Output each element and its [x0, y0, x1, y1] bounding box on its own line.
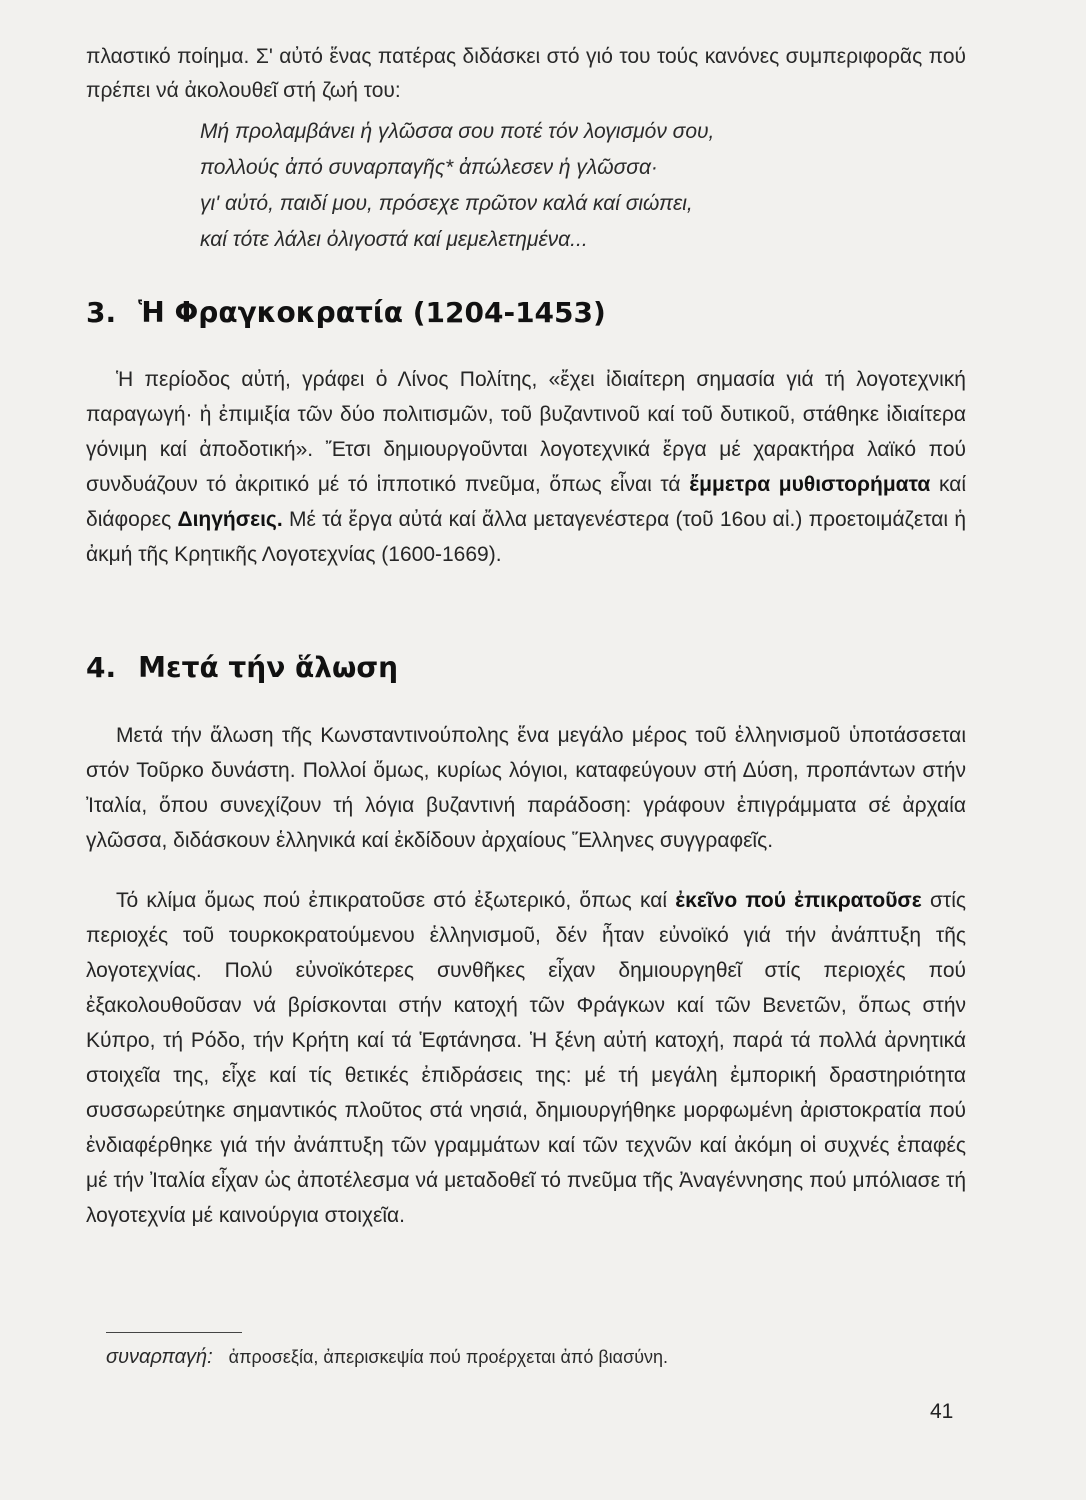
section-title: Μετά τήν ἅλωση [138, 651, 399, 684]
footnote-definition: ἀπροσεξία, ἀπερισκεψία πού προέρχεται ἀπό βιασύνη. [228, 1347, 669, 1367]
section-3-heading [86, 296, 606, 329]
paragraph-text: καί διάφορες [86, 473, 967, 531]
footnote-term: συναρπαγή: [106, 1346, 213, 1368]
section-number: 3. [86, 296, 117, 329]
bold-term: Διηγήσεις. [177, 508, 283, 531]
paragraph-text: Ἡ περίοδος αὐτή, γράφει ὁ Λίνος Πολίτης, «ἔχει ἰδιαίτερη σημασία γιά τή λογοτεχνική παραγωγή· ἡ ἐπιμιξία τῶν δύο πολιτισμῶν, τοῦ βυζαντινοῦ καί τοῦ δυτικοῦ, στάθηκε ἰδιαίτερα γόνιμη καί ἀποδοτική». Ἔτσι δημιουργοῦνται λογοτεχνικά ἔργα μέ χαρακτήρα λαϊκό πού συνδυάζουν τό ἀκριτικό μέ τό ἱπποτικό πνεῦμα, ὅπως εἶναι τά [86, 368, 966, 496]
poem-line: καί τότε λάλει ὀλιγοστά καί μεμελετημένα... [200, 228, 588, 251]
paragraph-text: στίς περιοχές τοῦ τουρκοκρατούμενου ἑλληνισμοῦ, δέν ἦταν εὐνοϊκό γιά τήν ἀνάπτυξη τῆς λογοτεχνίας. Πολύ εὐνοϊκότερες συνθῆκες εἶχαν δημιουργηθεῖ στίς περιοχές πού ἐξακολουθοῦσαν νά βρίσκονται στήν κατοχή τῶν Φράγκων καί τῶν Βενετῶν, ὅπως στήν Κύπρο, τή Ρόδο, τήν Κρήτη καί τά Ἑφτάνησα. Ἡ ξένη αὐτή κατοχή, παρά τά πολλά ἀρνητικά στοιχεῖα της, εἶχε καί τίς θετικές ἐπιδράσεις της: μέ τή μεγάλη ἐμπορική δραστηριότητα συσσωρεύτηκε σημαντικός πλοῦτος στά νησιά, δημιουργήθηκε μορφωμένη ἀριστοκρατία πού ἐνδιαφέρθηκε γιά τήν ἀνάπτυξη τῶν γραμμάτων καί τῶν τεχνῶν καί ἀκόμη οἱ συχνές ἐπαφές μέ τήν Ἰταλία εἶχαν ὡς ἀποτέλεσμα νά μεταδοθεῖ τό πνεῦμα τῆς Ἀναγέννησης πού μπόλιασε τή λογοτεχνία μέ καινούργια στοιχεῖα. [86, 889, 966, 1227]
section-title: Ἡ Φραγκοκρατία (1204-1453) [138, 296, 606, 329]
footnote [106, 1346, 966, 1369]
section-3-paragraph [86, 362, 966, 572]
section-4-heading [86, 651, 398, 684]
paragraph-text: Μέ τά ἔργα αὐτά καί ἄλλα μεταγενέστερα (τοῦ 16ου αἰ.) προετοιμάζεται ἡ ἀκμή τῆς Κρητικῆς Λογοτεχνίας (1600-1669). [86, 508, 966, 566]
intro-text: πλαστικό ποίημα. Σ' αὐτό ἕνας πατέρας διδάσκει στό γιό του τούς κανόνες συμπεριφορᾶς πού πρέπει νά ἀκολουθεῖ στή ζωή του: [86, 45, 966, 102]
poem-line: Μή προλαμβάνει ἡ γλῶσσα σου ποτέ τόν λογισμόν σου, [200, 120, 715, 143]
section-number: 4. [86, 651, 117, 684]
page-number: 41 [930, 1400, 954, 1423]
bold-term: ἐκεῖνο πού ἐπικρατοῦσε [675, 889, 922, 912]
footnote-divider [106, 1332, 242, 1333]
poem-line: γι' αὐτό, παιδί μου, πρόσεχε πρῶτον καλά καί σιώπει, [200, 192, 693, 215]
bold-term: ἔμμετρα μυθιστορήματα [689, 473, 931, 496]
paragraph-text: Τό κλίμα ὅμως πού ἐπικρατοῦσε στό ἐξωτερικό, ὅπως καί [116, 889, 668, 912]
section-4-paragraph-1: Μετά τήν ἅλωση τῆς Κωνσταντινούπολης ἕνα μεγάλο μέρος τοῦ ἑλληνισμοῦ ὑποτάσσεται στόν Τοῦρκο δυνάστη. Πολλοί ὅμως, κυρίως λόγιοι, καταφεύγουν στή Δύση, προπάντων στήν Ἰταλία, ὅπου συνεχίζουν τή λόγια βυζαντινή παράδοση: γράφουν ἐπιγράμματα σέ ἀρχαία γλῶσσα, διδάσκουν ἑλληνικά καί ἐκδίδουν ἀρχαίους Ἕλληνες συγγραφεῖς. [86, 724, 966, 852]
poem-quote [200, 114, 960, 258]
poem-line: πολλούς ἀπό συναρπαγῆς* ἀπώλεσεν ἡ γλῶσσα· [200, 156, 658, 179]
section-4-paragraph-2 [86, 883, 966, 1233]
